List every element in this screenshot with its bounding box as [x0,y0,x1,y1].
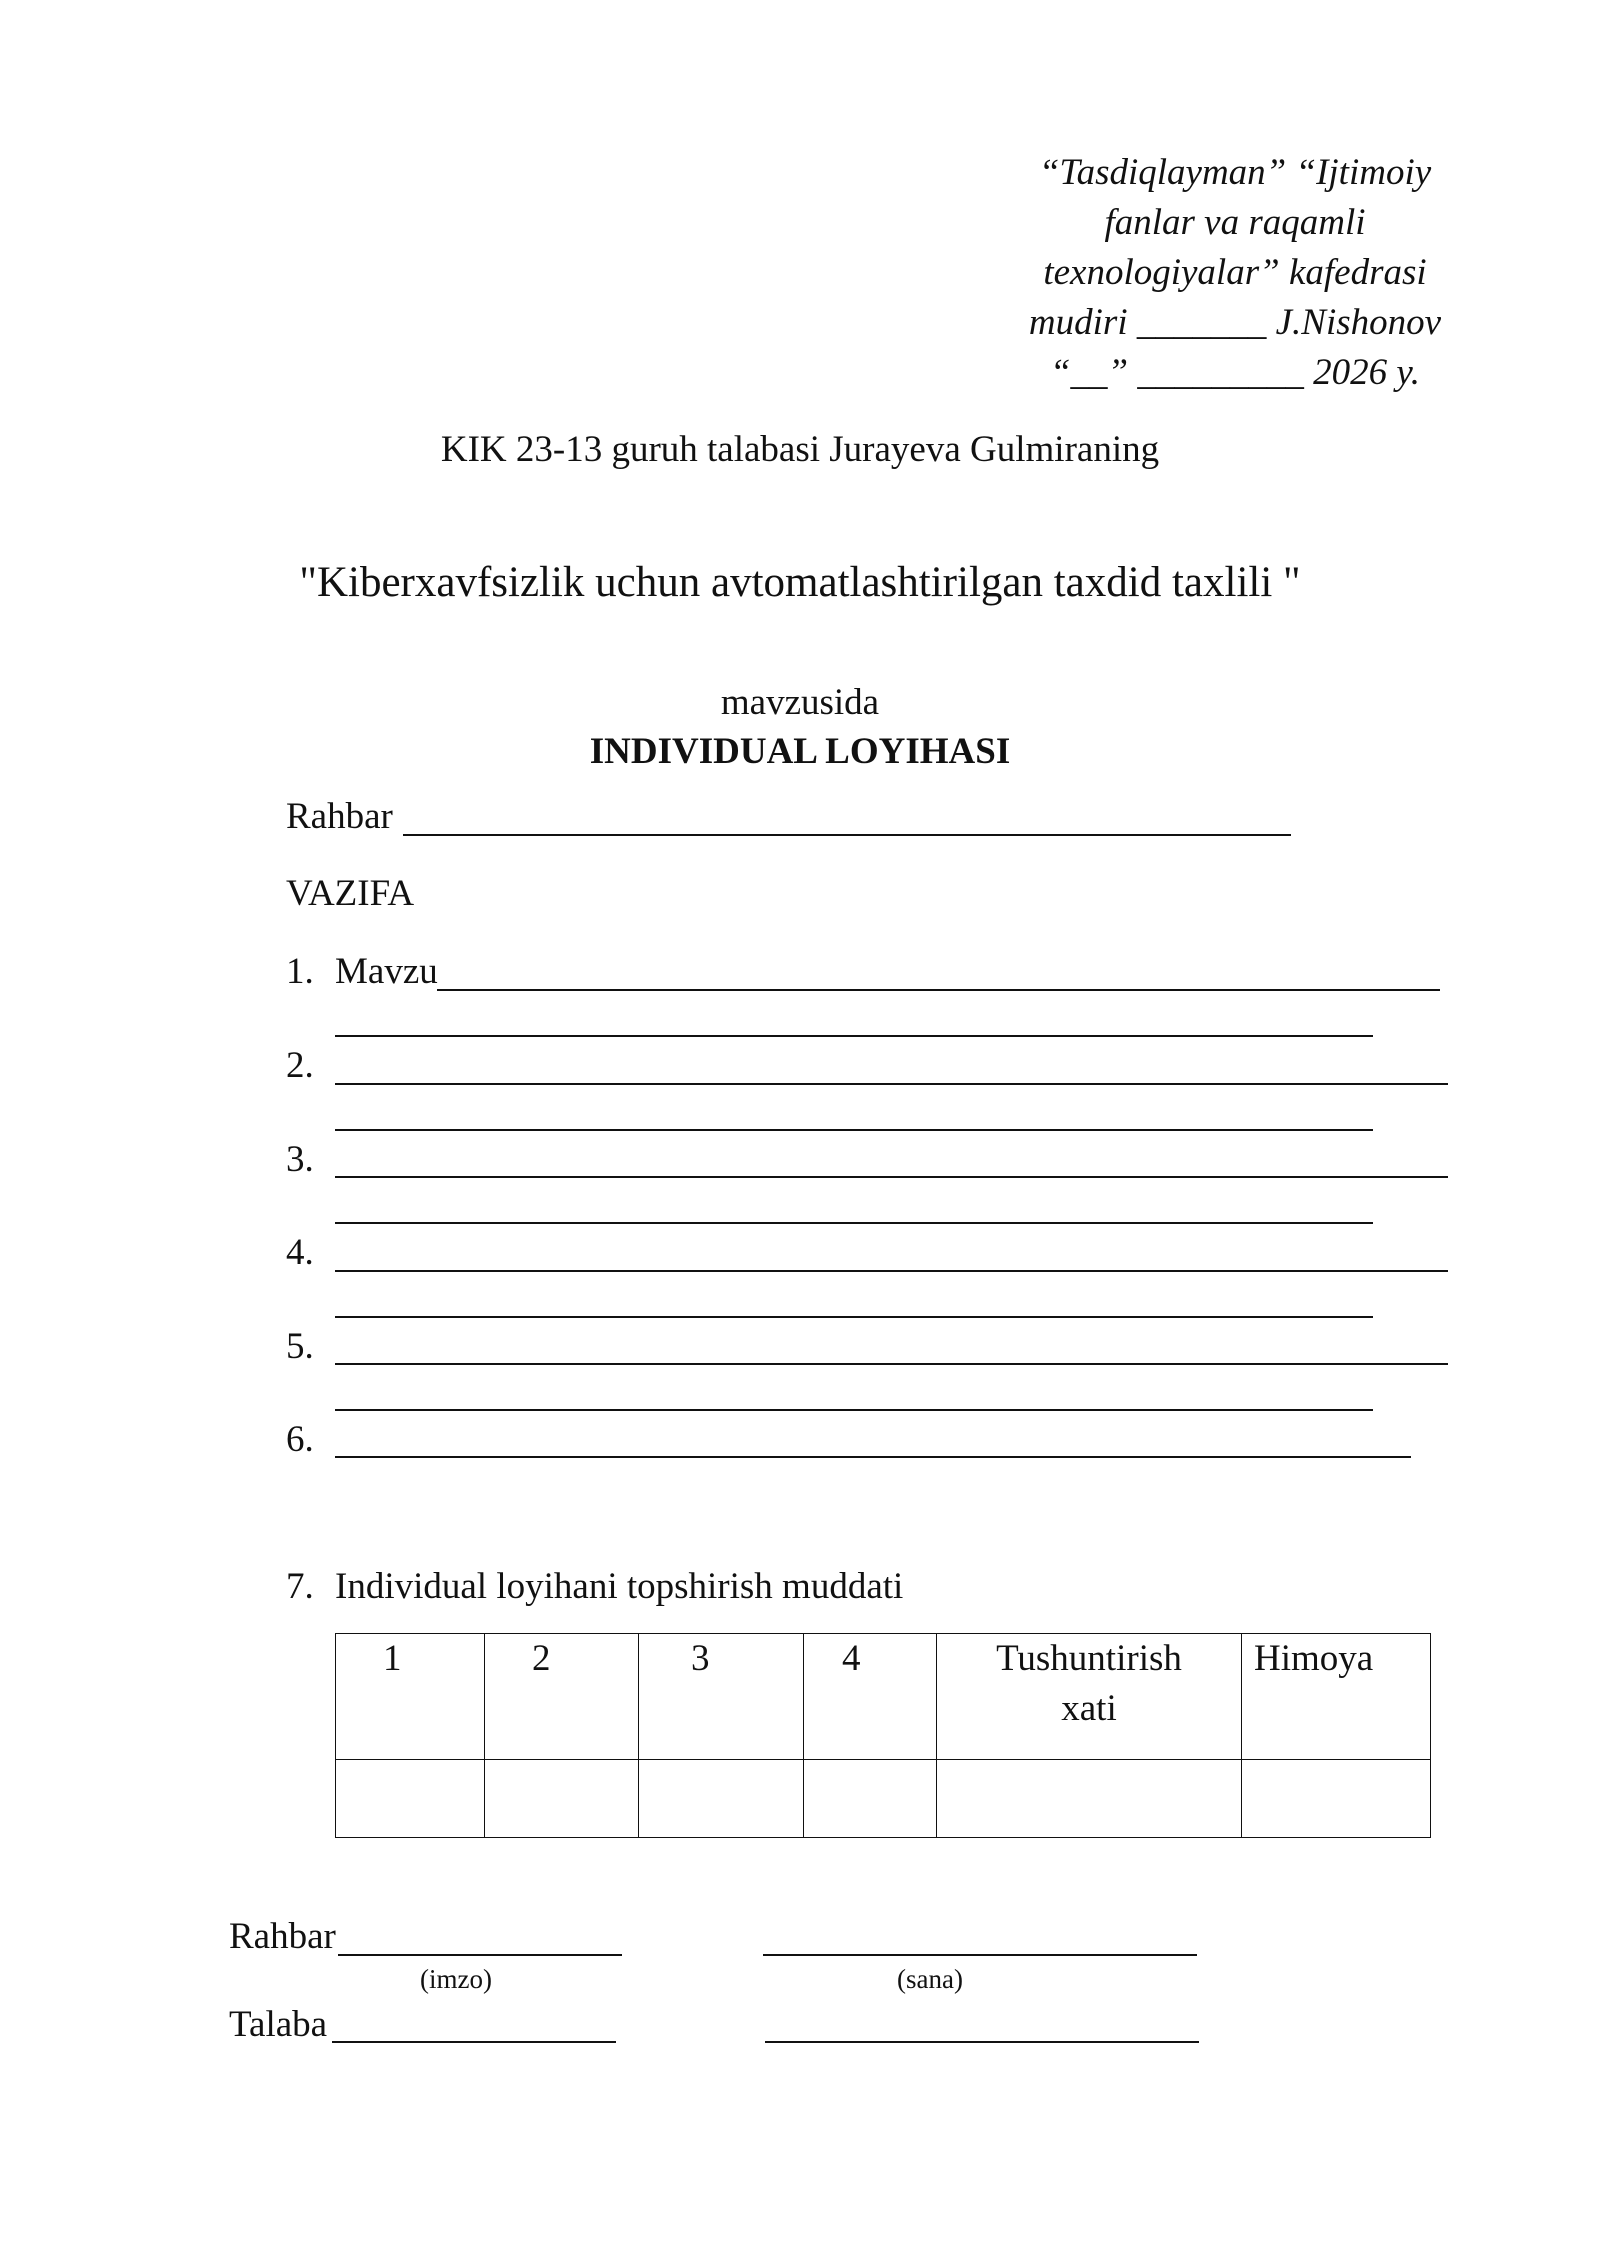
task-3-underline-a [335,1176,1448,1178]
task-label-1: Mavzu [335,951,438,992]
task-5-underline-a [335,1363,1448,1365]
rahbar-label: Rahbar [286,796,393,837]
task-number-2: 2. [286,1045,314,1086]
task-2-underline-a [335,1083,1448,1085]
deadline-col-2: 2 [485,1634,639,1760]
task-3-underline-b [335,1222,1373,1224]
task-4-underline-b [335,1316,1373,1318]
task-number-7: 7. [286,1566,314,1607]
student-group-line: KIK 23-13 guruh talabasi Jurayeva Gulmiraning [440,429,1160,470]
deadline-cell-3 [639,1760,804,1838]
deadline-label: Individual loyihani topshirish muddati [335,1566,904,1607]
deadline-col-3: 3 [639,1634,804,1760]
task-number-1: 1. [286,951,314,992]
rahbar-underline [403,834,1291,836]
task-2-underline-b [335,1129,1373,1131]
deadline-cell-2 [485,1760,639,1838]
approval-line-2: fanlar va raqamli [1104,202,1366,243]
sana-caption: (sana) [897,1964,963,1994]
task-5-underline-b [335,1409,1373,1411]
signature-rahbar-label: Rahbar [229,1916,336,1957]
document-title: INDIVIDUAL LOYIHASI [589,731,1011,772]
task-4-underline-a [335,1270,1448,1272]
rahbar-signature-line [338,1954,622,1956]
rahbar-date-line [763,1954,1197,1956]
approval-line-4: mudiri _______ J.Nishonov [1028,302,1442,343]
talaba-date-line [765,2041,1199,2043]
deadline-table-row [336,1760,1431,1838]
deadline-col-1: 1 [336,1634,485,1760]
signature-talaba-label: Talaba [229,2004,328,2045]
project-theme: "Kiberxavfsizlik uchun avtomatlashtirilgan taxdid taxlili " [299,559,1301,606]
task-1-underline-a [437,989,1440,991]
task-6-underline [335,1456,1411,1458]
deadline-col-himoya: Himoya [1242,1634,1431,1760]
imzo-caption: (imzo) [420,1964,492,1994]
deadline-cell-4 [804,1760,937,1838]
deadline-col-tushuntirish: Tushuntirish xati [937,1634,1242,1760]
task-number-3: 3. [286,1139,314,1180]
task-number-6: 6. [286,1419,314,1460]
talaba-signature-line [332,2041,616,2043]
deadline-cell-1 [336,1760,485,1838]
vazifa-label: VAZIFA [286,873,415,914]
approval-line-1: “Tasdiqlayman” “Ijtimoiy [1038,152,1432,193]
task-1-underline-b [335,1035,1373,1037]
deadline-cell-5 [937,1760,1242,1838]
approval-line-3: texnologiyalar” kafedrasi [1043,252,1427,293]
deadline-col-4: 4 [804,1634,937,1760]
approval-block [1010,148,1460,398]
approval-line-5: “__” _________ 2026 y. [1049,352,1421,393]
deadline-table-header-row [336,1634,1431,1760]
deadline-cell-6 [1242,1760,1431,1838]
deadline-table [335,1633,1431,1838]
task-number-5: 5. [286,1326,314,1367]
mavzusida-text: mavzusida [720,682,880,723]
task-number-4: 4. [286,1232,314,1273]
